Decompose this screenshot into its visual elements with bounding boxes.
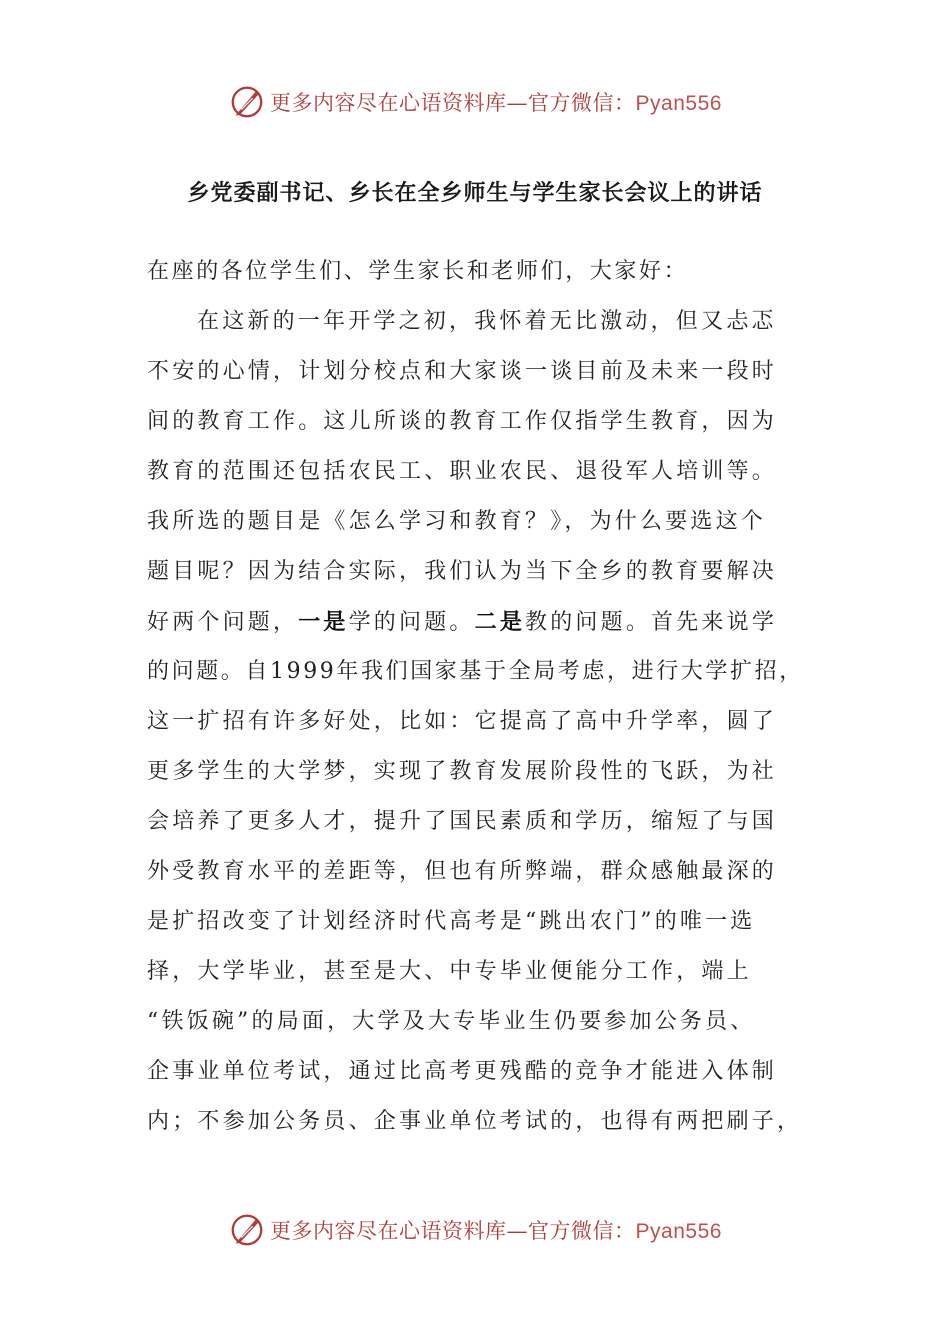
body-line: 这一扩招有许多好处，比如：它提高了高中升学率，圆了 bbox=[147, 709, 778, 734]
body-line: 内；不参加公务员、企事业单位考试的，也得有两把刷子， bbox=[147, 1109, 803, 1134]
body-line: 企事业单位考试，通过比高考更残酷的竞争才能进入体制 bbox=[147, 1059, 778, 1084]
body-line: 题目呢？因为结合实际，我们认为当下全乡的教育要解决 bbox=[147, 559, 778, 584]
body-line-with-emphasis bbox=[147, 597, 817, 647]
body-line: “铁饭碗”的局面，大学及大专毕业生仍要参加公务员、 bbox=[147, 1009, 756, 1034]
banner-label: 更多内容尽在心语资料库—官方微信： bbox=[270, 1219, 636, 1243]
banner-wechat-id: Pyan556 bbox=[635, 1220, 722, 1243]
body-line: 会培养了更多人才，提升了国民素质和学历，缩短了与国 bbox=[147, 809, 778, 834]
document-body bbox=[147, 247, 817, 1147]
emphasis-first-point: 一是 bbox=[298, 609, 349, 635]
body-line: 外受教育水平的差距等，但也有所弊端，群众感触最深的 bbox=[147, 859, 778, 884]
body-line: 是扩招改变了计划经济时代高考是“跳出农门”的唯一选 bbox=[147, 909, 756, 934]
document-title: 乡党委副书记、乡长在全乡师生与学生家长会议上的讲话 bbox=[187, 181, 763, 206]
greeting-line: 在座的各位学生们、学生家长和老师们，大家好： bbox=[147, 259, 689, 284]
quill-pen-logo-icon bbox=[228, 1211, 266, 1249]
body-line: 更多学生的大学梦，实现了教育发展阶段性的飞跃，为社 bbox=[147, 759, 778, 784]
body-line: 不安的心情，计划分校点和大家谈一谈目前及未来一段时 bbox=[147, 359, 778, 384]
banner-label: 更多内容尽在心语资料库—官方微信： bbox=[270, 91, 636, 115]
line-segment: 好两个问题， bbox=[147, 610, 299, 635]
body-line: 我所选的题目是《怎么学习和教育？》，为什么要选这个 bbox=[147, 509, 767, 534]
line-segment: 教的问题。首先来说学 bbox=[525, 610, 778, 635]
body-line: 间的教育工作。这儿所谈的教育工作仅指学生教育，因为 bbox=[147, 409, 778, 434]
footer-banner bbox=[0, 1208, 950, 1252]
body-line: 择，大学毕业，甚至是大、中专毕业便能分工作，端上 bbox=[147, 959, 752, 984]
body-line: 的问题。自1999年我们国家基于全局考虑，进行大学扩招， bbox=[147, 659, 804, 684]
body-line: 在这新的一年开学之初，我怀着无比激动，但又忐忑 bbox=[197, 309, 777, 334]
body-line: 教育的范围还包括农民工、职业农民、退役军人培训等。 bbox=[147, 459, 778, 484]
banner-text bbox=[270, 87, 722, 117]
emphasis-second-point: 二是 bbox=[474, 609, 526, 635]
quill-pen-logo-icon bbox=[228, 83, 266, 121]
banner-text bbox=[270, 1215, 722, 1245]
banner-wechat-id: Pyan556 bbox=[635, 92, 722, 115]
header-banner bbox=[0, 80, 950, 124]
line-segment: 学的问题。 bbox=[348, 610, 475, 635]
